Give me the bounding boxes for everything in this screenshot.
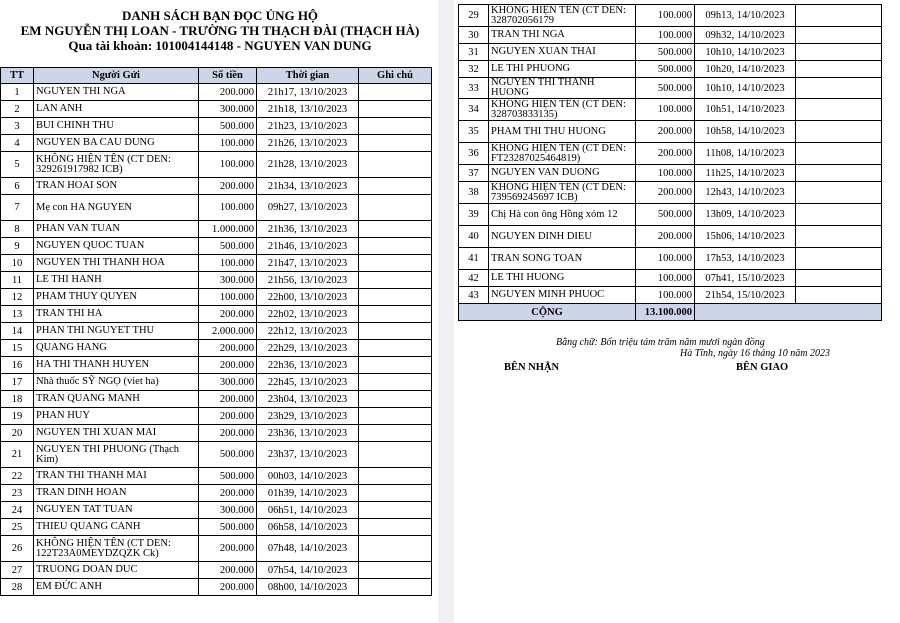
- note-cell: [359, 408, 432, 425]
- row-number-cell: 35: [459, 121, 489, 143]
- time-cell: 22h45, 13/10/2023: [257, 374, 359, 391]
- total-row: [459, 304, 882, 321]
- amount-cell: 500.000: [199, 519, 257, 536]
- row-number-cell: 38: [459, 182, 489, 204]
- column-header-time: Thời gian: [257, 68, 359, 84]
- sender-name-cell: Mẹ con HA NGUYEN: [34, 195, 199, 221]
- amount-cell: 500.000: [199, 238, 257, 255]
- sender-name-cell: TRAN DINH HOAN: [34, 485, 199, 502]
- note-cell: [796, 121, 882, 143]
- sender-name-cell: KHÔNG HIỆN TÊN (CT DEN: 739569245697 ICB): [489, 182, 636, 204]
- row-number-cell: 3: [1, 118, 34, 135]
- amount-cell: 100.000: [636, 5, 695, 27]
- table-row: [1, 178, 432, 195]
- note-cell: [359, 357, 432, 374]
- note-cell: [359, 152, 432, 178]
- row-number-cell: 1: [1, 84, 34, 101]
- sender-name-cell: BUI CHINH THU: [34, 118, 199, 135]
- row-number-cell: 11: [1, 272, 34, 289]
- sender-name-cell: LAN ANH: [34, 101, 199, 118]
- column-header-tt: TT: [1, 68, 34, 84]
- time-cell: 07h48, 14/10/2023: [257, 536, 359, 562]
- note-cell: [359, 178, 432, 195]
- amount-cell: 100.000: [199, 195, 257, 221]
- table-row: [1, 323, 432, 340]
- table-row: [459, 44, 882, 61]
- note-cell: [359, 238, 432, 255]
- amount-cell: 200.000: [636, 121, 695, 143]
- amount-cell: 500.000: [199, 442, 257, 468]
- time-cell: 12h43, 14/10/2023: [695, 182, 796, 204]
- time-cell: 13h09, 14/10/2023: [695, 204, 796, 226]
- table-row: [1, 306, 432, 323]
- amount-cell: 1.000.000: [199, 221, 257, 238]
- amount-cell: 200.000: [636, 143, 695, 165]
- row-number-cell: 43: [459, 287, 489, 304]
- sender-name-cell: LE THI HUONG: [489, 270, 636, 287]
- total-amount: 13.100.000: [636, 304, 695, 321]
- note-cell: [796, 44, 882, 61]
- note-cell: [359, 468, 432, 485]
- title-line-1: DANH SÁCH BẠN ĐỌC ỦNG HỘ: [121, 8, 319, 23]
- amount-cell: 100.000: [636, 287, 695, 304]
- sender-name-cell: Nhà thuốc SỸ NGỌ (viet ha): [34, 374, 199, 391]
- row-number-cell: 37: [459, 165, 489, 182]
- time-cell: 00h03, 14/10/2023: [257, 468, 359, 485]
- note-cell: [359, 374, 432, 391]
- sender-name-cell: NGUYEN MINH PHUOC: [489, 287, 636, 304]
- row-number-cell: 40: [459, 226, 489, 248]
- table-row: [459, 182, 882, 204]
- row-number-cell: 15: [1, 340, 34, 357]
- amount-cell: 200.000: [199, 306, 257, 323]
- sender-name-cell: PHAN VAN TUAN: [34, 221, 199, 238]
- note-cell: [796, 99, 882, 121]
- time-cell: 10h58, 14/10/2023: [695, 121, 796, 143]
- sender-name-cell: THIEU QUANG CANH: [34, 519, 199, 536]
- row-number-cell: 29: [459, 5, 489, 27]
- note-cell: [359, 255, 432, 272]
- time-cell: 15h06, 14/10/2023: [695, 226, 796, 248]
- row-number-cell: 28: [1, 579, 34, 596]
- row-number-cell: 26: [1, 536, 34, 562]
- note-cell: [359, 135, 432, 152]
- amount-cell: 200.000: [199, 425, 257, 442]
- sender-name-cell: QUANG HANG: [34, 340, 199, 357]
- amount-cell: 200.000: [199, 579, 257, 596]
- sender-name-cell: EM ĐỨC ANH: [34, 579, 199, 596]
- amount-cell: 300.000: [199, 101, 257, 118]
- row-number-cell: 2: [1, 101, 34, 118]
- sender-name-cell: TRAN THI THANH MAI: [34, 468, 199, 485]
- table-row: [459, 121, 882, 143]
- table-row: [1, 468, 432, 485]
- note-cell: [359, 118, 432, 135]
- amount-cell: 500.000: [199, 468, 257, 485]
- note-cell: [359, 485, 432, 502]
- amount-cell: 100.000: [199, 255, 257, 272]
- note-cell: [796, 248, 882, 270]
- note-cell: [359, 425, 432, 442]
- note-cell: [796, 270, 882, 287]
- note-cell: [359, 221, 432, 238]
- table-row: [459, 61, 882, 78]
- time-cell: 07h54, 14/10/2023: [257, 562, 359, 579]
- sender-name-cell: NGUYEN DINH DIEU: [489, 226, 636, 248]
- sender-name-cell: TRUONG DOAN DUC: [34, 562, 199, 579]
- total-empty-cell: [695, 304, 882, 321]
- table-row: [459, 226, 882, 248]
- note-cell: [359, 340, 432, 357]
- row-number-cell: 12: [1, 289, 34, 306]
- time-cell: 09h32, 14/10/2023: [695, 27, 796, 44]
- column-header-note: Ghi chú: [359, 68, 432, 84]
- row-number-cell: 17: [1, 374, 34, 391]
- time-cell: 21h17, 13/10/2023: [257, 84, 359, 101]
- note-cell: [796, 165, 882, 182]
- sender-name-cell: HA THI THANH HUYEN: [34, 357, 199, 374]
- column-header-amount: Số tiền: [199, 68, 257, 84]
- row-number-cell: 41: [459, 248, 489, 270]
- amount-cell: 500.000: [636, 204, 695, 226]
- table-row: [1, 391, 432, 408]
- time-cell: 08h00, 14/10/2023: [257, 579, 359, 596]
- time-cell: 22h29, 13/10/2023: [257, 340, 359, 357]
- note-cell: [359, 502, 432, 519]
- table-row: [1, 357, 432, 374]
- sender-name-cell: Chị Hà con ông Hồng xóm 12: [489, 204, 636, 226]
- title-line-2: EM NGUYỄN THỊ LOAN - TRƯỜNG TH THẠCH ĐÀI (THẠCH HÀ): [20, 23, 420, 38]
- note-cell: [359, 306, 432, 323]
- row-number-cell: 20: [1, 425, 34, 442]
- time-cell: 07h41, 15/10/2023: [695, 270, 796, 287]
- table-row: [459, 165, 882, 182]
- sender-name-cell: PHAM THUY QUYEN: [34, 289, 199, 306]
- amount-cell: 200.000: [199, 84, 257, 101]
- amount-in-words: Bằng chữ: Bốn triệu tám trăm năm mươi ngàn đồng: [556, 337, 765, 348]
- sender-name-cell: KHÔNG HIỆN TÊN (CT DEN: FT23287025464819): [489, 143, 636, 165]
- time-cell: 11h25, 14/10/2023: [695, 165, 796, 182]
- time-cell: 21h47, 13/10/2023: [257, 255, 359, 272]
- note-cell: [359, 391, 432, 408]
- row-number-cell: 31: [459, 44, 489, 61]
- time-cell: 21h56, 13/10/2023: [257, 272, 359, 289]
- table-row: [1, 289, 432, 306]
- sender-name-cell: NGUYEN BA CAU DUNG: [34, 135, 199, 152]
- table-row: [459, 270, 882, 287]
- sender-name-cell: NGUYEN THI NGA: [34, 84, 199, 101]
- note-cell: [359, 519, 432, 536]
- table-row: [1, 238, 432, 255]
- time-cell: 21h28, 13/10/2023: [257, 152, 359, 178]
- row-number-cell: 36: [459, 143, 489, 165]
- table-row: [1, 579, 432, 596]
- time-cell: 21h26, 13/10/2023: [257, 135, 359, 152]
- time-cell: 22h12, 13/10/2023: [257, 323, 359, 340]
- note-cell: [359, 272, 432, 289]
- row-number-cell: 21: [1, 442, 34, 468]
- table-row: [1, 442, 432, 468]
- amount-cell: 100.000: [636, 165, 695, 182]
- amount-cell: 200.000: [199, 357, 257, 374]
- note-cell: [796, 143, 882, 165]
- table-row: [1, 536, 432, 562]
- row-number-cell: 25: [1, 519, 34, 536]
- time-cell: 22h00, 13/10/2023: [257, 289, 359, 306]
- note-cell: [796, 287, 882, 304]
- table-row: [1, 135, 432, 152]
- note-cell: [359, 579, 432, 596]
- time-cell: 21h36, 13/10/2023: [257, 221, 359, 238]
- note-cell: [796, 5, 882, 27]
- time-cell: 21h18, 13/10/2023: [257, 101, 359, 118]
- time-cell: 17h53, 14/10/2023: [695, 248, 796, 270]
- row-number-cell: 9: [1, 238, 34, 255]
- row-number-cell: 39: [459, 204, 489, 226]
- amount-cell: 200.000: [199, 391, 257, 408]
- time-cell: 22h36, 13/10/2023: [257, 357, 359, 374]
- amount-cell: 200.000: [199, 485, 257, 502]
- sender-name-cell: LE THI HANH: [34, 272, 199, 289]
- sender-name-cell: TRAN HOAI SON: [34, 178, 199, 195]
- amount-cell: 2.000.000: [199, 323, 257, 340]
- row-number-cell: 4: [1, 135, 34, 152]
- title-line-3: Qua tài khoản: 101004144148 - NGUYEN VAN DUNG: [68, 38, 372, 53]
- row-number-cell: 42: [459, 270, 489, 287]
- sender-name-cell: PHAM THI THU HUONG: [489, 121, 636, 143]
- sender-name-cell: PHAN HUY: [34, 408, 199, 425]
- row-number-cell: 34: [459, 99, 489, 121]
- sender-name-cell: TRAN SONG TOAN: [489, 248, 636, 270]
- table-row: [1, 221, 432, 238]
- giver-label: BÊN GIAO: [736, 362, 789, 373]
- table-row: [1, 562, 432, 579]
- sender-name-cell: KHÔNG HIỆN TÊN (CT DEN: 329261917982 ICB): [34, 152, 199, 178]
- time-cell: 21h46, 13/10/2023: [257, 238, 359, 255]
- amount-cell: 500.000: [636, 78, 695, 99]
- time-cell: 06h51, 14/10/2023: [257, 502, 359, 519]
- time-cell: 23h29, 13/10/2023: [257, 408, 359, 425]
- table-row: [1, 374, 432, 391]
- total-label: CỘNG: [459, 304, 636, 321]
- sender-name-cell: NGUYEN TAT TUAN: [34, 502, 199, 519]
- time-cell: 21h54, 15/10/2023: [695, 287, 796, 304]
- table-row: [1, 340, 432, 357]
- table-row: [1, 502, 432, 519]
- row-number-cell: 16: [1, 357, 34, 374]
- table-row: [1, 519, 432, 536]
- note-cell: [359, 289, 432, 306]
- time-cell: 10h10, 14/10/2023: [695, 78, 796, 99]
- table-row: [459, 99, 882, 121]
- amount-cell: 500.000: [636, 44, 695, 61]
- sender-name-cell: NGUYEN THI THANH HOA: [34, 255, 199, 272]
- sender-name-cell: KHÔNG HIỆN TÊN (CT DEN: 328702056179: [489, 5, 636, 27]
- row-number-cell: 30: [459, 27, 489, 44]
- receiver-label: BÊN NHẬN: [504, 362, 560, 373]
- row-number-cell: 7: [1, 195, 34, 221]
- sender-name-cell: KHÔNG HIỆN TÊN (CT DEN: 122T23A0MEYDZQZK Ck): [34, 536, 199, 562]
- page-gutter: [438, 0, 454, 623]
- amount-cell: 200.000: [636, 226, 695, 248]
- table-row: [1, 425, 432, 442]
- sender-name-cell: NGUYEN XUAN THAI: [489, 44, 636, 61]
- amount-cell: 100.000: [199, 289, 257, 306]
- row-number-cell: 14: [1, 323, 34, 340]
- table-row: [1, 408, 432, 425]
- time-cell: 10h51, 14/10/2023: [695, 99, 796, 121]
- amount-cell: 100.000: [636, 270, 695, 287]
- table-row: [1, 101, 432, 118]
- time-cell: 23h37, 13/10/2023: [257, 442, 359, 468]
- amount-cell: 200.000: [199, 340, 257, 357]
- row-number-cell: 5: [1, 152, 34, 178]
- note-cell: [796, 204, 882, 226]
- donor-table-left: [0, 67, 432, 596]
- table-row: [459, 287, 882, 304]
- table-row: [459, 248, 882, 270]
- amount-cell: 200.000: [199, 562, 257, 579]
- time-cell: 06h58, 14/10/2023: [257, 519, 359, 536]
- note-cell: [796, 78, 882, 99]
- sender-name-cell: TRAN THI NGA: [489, 27, 636, 44]
- note-cell: [359, 84, 432, 101]
- row-number-cell: 22: [1, 468, 34, 485]
- place-date: Hà Tĩnh, ngày 16 tháng 10 năm 2023: [680, 348, 830, 359]
- row-number-cell: 32: [459, 61, 489, 78]
- note-cell: [796, 61, 882, 78]
- note-cell: [359, 562, 432, 579]
- note-cell: [796, 226, 882, 248]
- sender-name-cell: PHAN THI NGUYET THU: [34, 323, 199, 340]
- sender-name-cell: LE THI PHUONG: [489, 61, 636, 78]
- sender-name-cell: NGUYEN THI THANH HUONG: [489, 78, 636, 99]
- sender-name-cell: NGUYEN QUOC TUAN: [34, 238, 199, 255]
- time-cell: 23h04, 13/10/2023: [257, 391, 359, 408]
- amount-cell: 500.000: [636, 61, 695, 78]
- note-cell: [796, 27, 882, 44]
- row-number-cell: 24: [1, 502, 34, 519]
- amount-cell: 200.000: [636, 182, 695, 204]
- table-row: [1, 118, 432, 135]
- amount-cell: 100.000: [636, 27, 695, 44]
- table-row: [459, 204, 882, 226]
- table-row: [1, 152, 432, 178]
- time-cell: 11h08, 14/10/2023: [695, 143, 796, 165]
- row-number-cell: 13: [1, 306, 34, 323]
- amount-cell: 200.000: [199, 536, 257, 562]
- note-cell: [359, 536, 432, 562]
- amount-cell: 100.000: [636, 99, 695, 121]
- sender-name-cell: TRAN THI HA: [34, 306, 199, 323]
- note-cell: [796, 182, 882, 204]
- note-cell: [359, 323, 432, 340]
- amount-cell: 100.000: [636, 248, 695, 270]
- note-cell: [359, 442, 432, 468]
- row-number-cell: 27: [1, 562, 34, 579]
- donor-table-right: [458, 4, 882, 321]
- amount-cell: 300.000: [199, 374, 257, 391]
- table-row: [1, 272, 432, 289]
- row-number-cell: 23: [1, 485, 34, 502]
- row-number-cell: 33: [459, 78, 489, 99]
- note-cell: [359, 195, 432, 221]
- time-cell: 10h20, 14/10/2023: [695, 61, 796, 78]
- table-row: [1, 84, 432, 101]
- amount-cell: 500.000: [199, 118, 257, 135]
- amount-cell: 100.000: [199, 135, 257, 152]
- table-row: [1, 195, 432, 221]
- row-number-cell: 6: [1, 178, 34, 195]
- amount-cell: 300.000: [199, 272, 257, 289]
- sender-name-cell: TRAN QUANG MANH: [34, 391, 199, 408]
- amount-cell: 200.000: [199, 178, 257, 195]
- note-cell: [359, 101, 432, 118]
- table-row: [459, 78, 882, 99]
- sender-name-cell: NGUYEN VAN DUONG: [489, 165, 636, 182]
- amount-cell: 300.000: [199, 502, 257, 519]
- amount-cell: 200.000: [199, 408, 257, 425]
- amount-cell: 100.000: [199, 152, 257, 178]
- table-row: [459, 27, 882, 44]
- time-cell: 01h39, 14/10/2023: [257, 485, 359, 502]
- row-number-cell: 10: [1, 255, 34, 272]
- time-cell: 23h36, 13/10/2023: [257, 425, 359, 442]
- time-cell: 22h02, 13/10/2023: [257, 306, 359, 323]
- column-header-sender: Người Gửi: [34, 68, 199, 84]
- row-number-cell: 8: [1, 221, 34, 238]
- time-cell: 10h10, 14/10/2023: [695, 44, 796, 61]
- table-row: [459, 143, 882, 165]
- table-row: [1, 255, 432, 272]
- time-cell: 09h13, 14/10/2023: [695, 5, 796, 27]
- table-row: [1, 485, 432, 502]
- sender-name-cell: NGUYEN THI PHUONG (Thạch Kim): [34, 442, 199, 468]
- time-cell: 21h34, 13/10/2023: [257, 178, 359, 195]
- row-number-cell: 19: [1, 408, 34, 425]
- sender-name-cell: NGUYEN THI XUAN MAI: [34, 425, 199, 442]
- sender-name-cell: KHÔNG HIỆN TÊN (CT DEN: 328703833135): [489, 99, 636, 121]
- time-cell: 21h23, 13/10/2023: [257, 118, 359, 135]
- time-cell: 09h27, 13/10/2023: [257, 195, 359, 221]
- row-number-cell: 18: [1, 391, 34, 408]
- table-row: [459, 5, 882, 27]
